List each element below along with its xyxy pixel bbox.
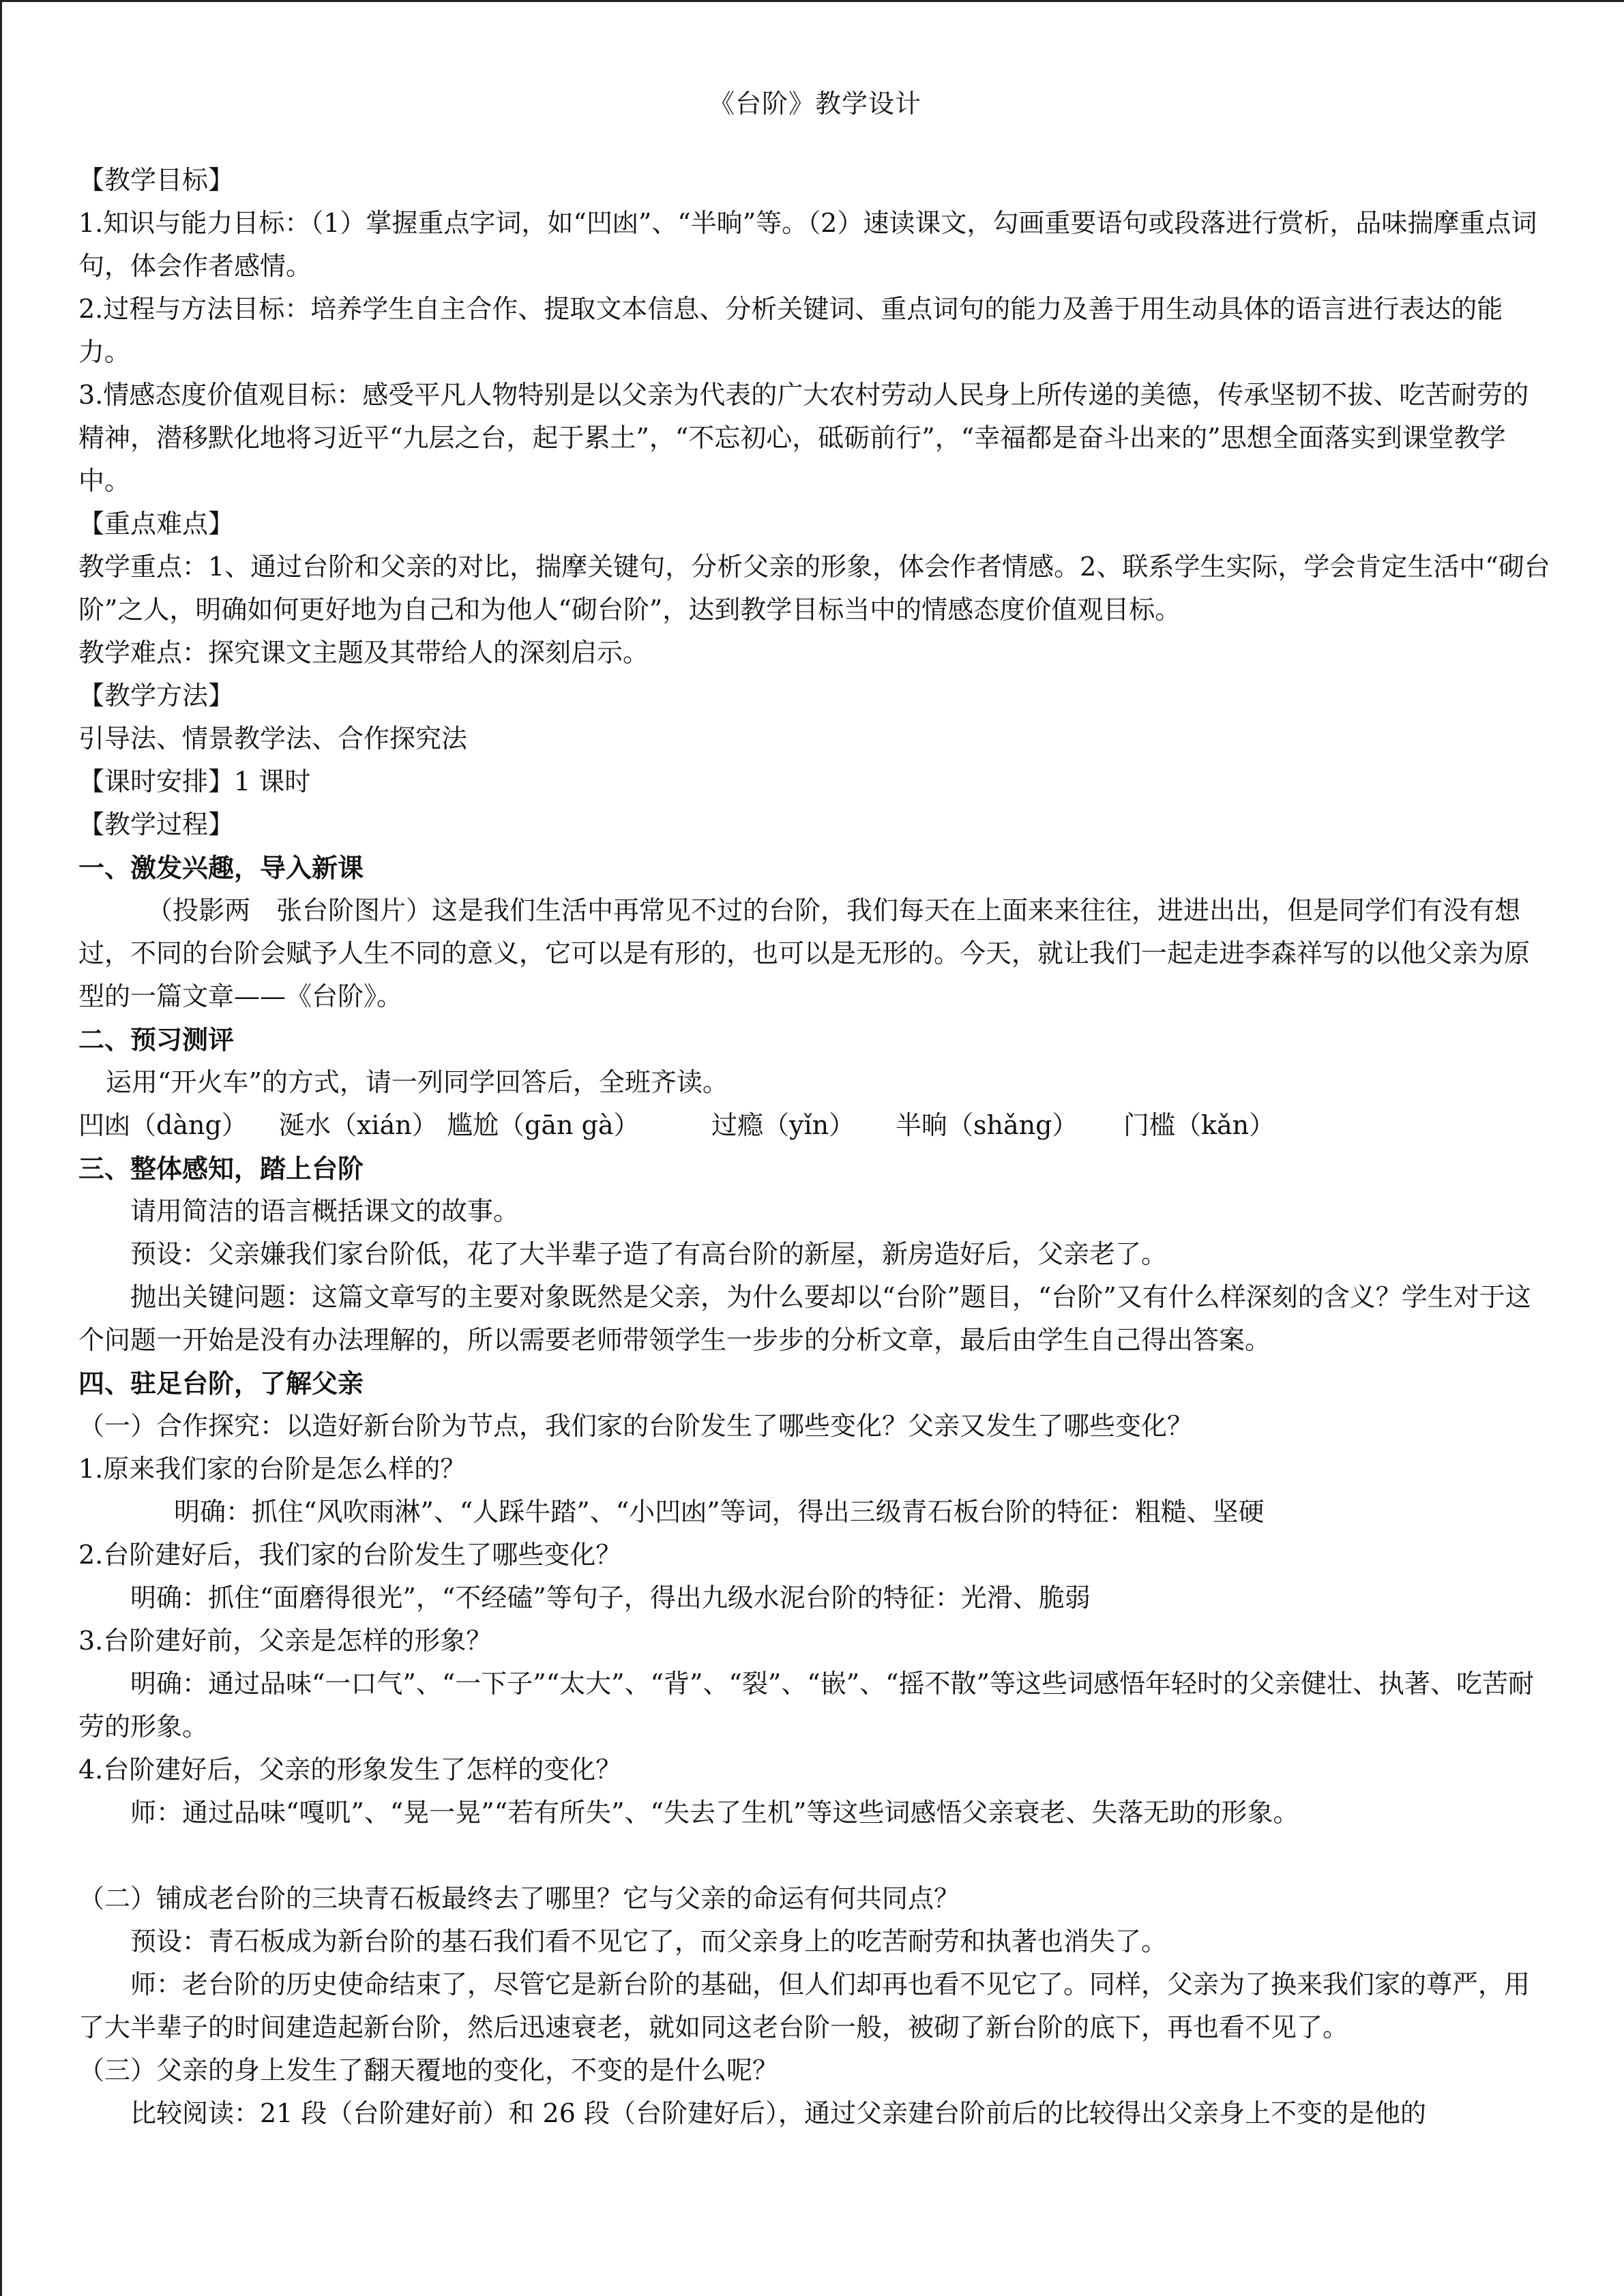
pinyin-word: 尴尬（gān gà） — [447, 1110, 640, 1140]
question-1: 1.原来我们家的台阶是怎么样的？ — [78, 1454, 467, 1484]
pinyin-word-list — [78, 1104, 1552, 1147]
question-3: 3.台阶建好前，父亲是怎样的形象？ — [78, 1626, 492, 1656]
part-2-teacher: 师：老台阶的历史使命结束了，尽管它是新台阶的基础，但人们却再也看不见它了。同样，父亲为了换来我们家的尊严，用了大半辈子的时间建造起新台阶，然后迅速衰老，就如同这老台阶一般，被砌了新台阶的底下，再也看不见了。 — [78, 1969, 1531, 2042]
section-3-heading: 三、整体感知，踏上台阶 — [78, 1153, 364, 1184]
part-2-title: （二）铺成老台阶的三块青石板最终去了哪里？它与父亲的命运有何共同点？ — [78, 1883, 960, 1913]
keypoints-heading: 【重点难点】 — [78, 509, 235, 539]
answer-1: 明确：抓住“风吹雨淋”、“人踩牛踏”、“小凹凼”等词，得出三级青石板台阶的特征：粗糙、坚硬 — [174, 1497, 1265, 1527]
section-1-heading: 一、激发兴趣，导入新课 — [78, 852, 364, 883]
document-body — [78, 83, 1552, 2135]
section-2-heading: 二、预习测评 — [78, 1024, 235, 1055]
section-3-question: 请用简洁的语言概括课文的故事。 — [130, 1196, 520, 1226]
pinyin-word: 涎水（xián） — [279, 1110, 438, 1140]
objective-1: 1.知识与能力目标：（1）掌握重点字词，如“凹凼”、“半晌”等。（2）速读课文，勾画重要语句或段落进行赏析，品味揣摩重点词句，体会作者感情。 — [78, 208, 1537, 281]
section-3-key-question: 抛出关键问题：这篇文章写的主要对象既然是父亲，为什么要却以“台阶”题目，“台阶”又有什么样深刻的含义？学生对于这个问题一开始是没有办法理解的，所以需要老师带领学生一步步的分析文章，最后由学生自己得出答案。 — [78, 1282, 1531, 1355]
section-4-heading: 四、驻足台阶，了解父亲 — [78, 1368, 364, 1399]
methods-heading: 【教学方法】 — [78, 681, 235, 711]
answer-2: 明确：抓住“面磨得很光”，“不经磕”等句子，得出九级水泥台阶的特征：光滑、脆弱 — [130, 1583, 1091, 1613]
teaching-focus: 教学重点：1、通过台阶和父亲的对比，揣摩关键句，分析父亲的形象，体会作者情感。2、联系学生实际，学会肯定生活中“砌台阶”之人，明确如何更好地为自己和为他人“砌台阶”，达到教学目标当中的情感态度价值观目标。 — [78, 552, 1550, 625]
objective-3: 3.情感态度价值观目标：感受平凡人物特别是以父亲为代表的广大农村劳动人民身上所传递的美德，传承坚韧不拔、吃苦耐劳的精神，潜移默化地将习近平“九层之台，起于累土”，“不忘初心，砥砺前行”，“幸福都是奋斗出来的”思想全面落实到课堂教学中。 — [78, 380, 1529, 496]
question-2: 2.台阶建好后，我们家的台阶发生了哪些变化？ — [78, 1540, 622, 1570]
section-3-preset: 预设：父亲嫌我们家台阶低，花了大半辈子造了有高台阶的新屋，新房造好后，父亲老了。 — [130, 1239, 1168, 1269]
answer-4: 师：通过品味“嘎叽”、“晃一晃”“若有所失”、“失去了生机”等这些词感悟父亲衰老、失落无助的形象。 — [130, 1798, 1299, 1828]
document-title: 《台阶》教学设计 — [708, 89, 921, 119]
methods-text: 引导法、情景教学法、合作探究法 — [78, 724, 468, 754]
schedule: 【课时安排】1 课时 — [78, 766, 311, 796]
objective-2: 2.过程与方法目标：培养学生自主合作、提取文本信息、分析关键词、重点词句的能力及善于用生动具体的语言进行表达的能力。 — [78, 294, 1503, 367]
part-3-title: （三）父亲的身上发生了翻天覆地的变化，不变的是什么呢？ — [78, 2055, 779, 2085]
part-1-title: （一）合作探究：以造好新台阶为节点，我们家的台阶发生了哪些变化？父亲又发生了哪些变化？ — [78, 1411, 1194, 1441]
pinyin-word: 过瘾（yǐn） — [711, 1110, 855, 1140]
pinyin-word: 门槛（kǎn） — [1123, 1110, 1275, 1140]
section-2-text: 运用“开火车”的方式，请一列同学回答后，全班齐读。 — [106, 1067, 728, 1097]
spacer — [78, 1834, 1552, 1877]
section-1-text: （投影两 张台阶图片）这是我们生活中再常见不过的台阶，我们每天在上面来来往往，进进出出，但是同学们有没有想过，不同的台阶会赋予人生不同的意义，它可以是有形的，也可以是无形的。今天，就让我们一起走进李森祥写的以他父亲为原型的一篇文章——《台阶》。 — [78, 895, 1531, 1011]
part-2-preset: 预设：青石板成为新台阶的基石我们看不见它了，而父亲身上的吃苦耐劳和执著也消失了。 — [130, 1926, 1168, 1956]
pinyin-word: 半晌（shǎng） — [896, 1110, 1078, 1140]
part-3-text: 比较阅读：21 段（台阶建好前）和 26 段（台阶建好后），通过父亲建台阶前后的比较得出父亲身上不变的是他的 — [130, 2098, 1426, 2128]
question-4: 4.台阶建好后，父亲的形象发生了怎样的变化？ — [78, 1755, 622, 1785]
teaching-difficulty: 教学难点：探究课文主题及其带给人的深刻启示。 — [78, 638, 649, 668]
pinyin-word: 凹凼（dàng） — [78, 1110, 248, 1140]
objectives-heading: 【教学目标】 — [78, 165, 235, 195]
process-heading: 【教学过程】 — [78, 809, 235, 839]
answer-3: 明确：通过品味“一口气”、“一下子”“太大”、“背”、“裂”、“嵌”、“摇不散”等这些词感悟年轻时的父亲健壮、执著、吃苦耐劳的形象。 — [78, 1669, 1534, 1742]
